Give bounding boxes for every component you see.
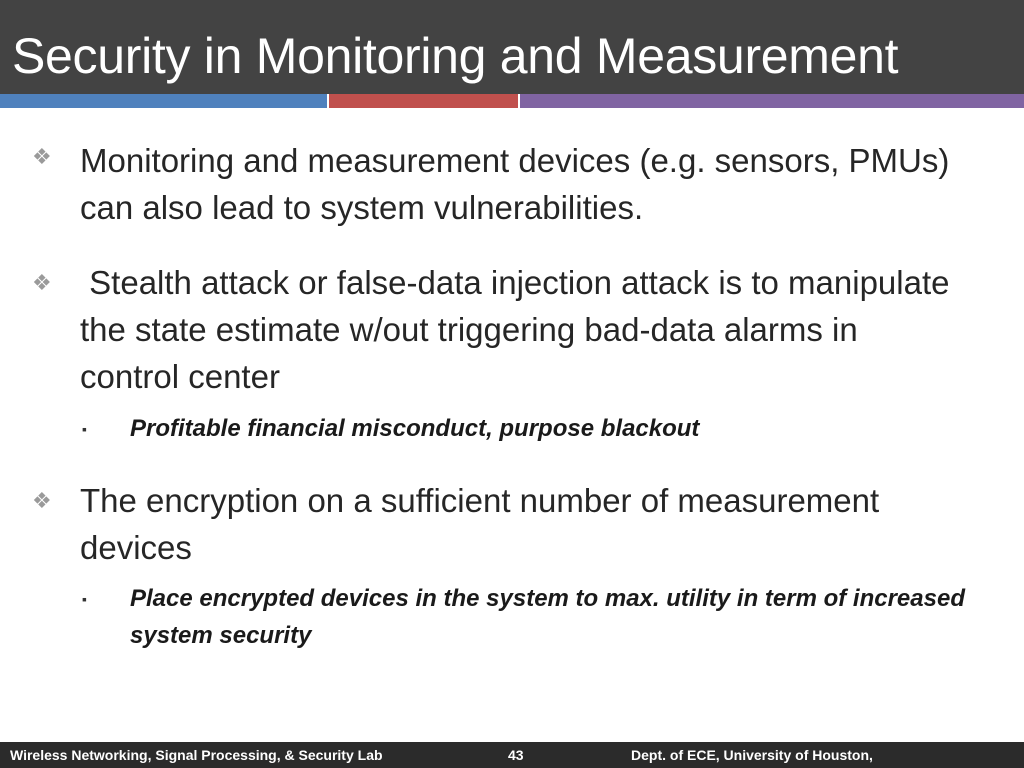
square-bullet-icon: ▪ [82, 591, 87, 607]
diamond-bullet-icon: ❖ [32, 144, 52, 169]
bullet-text: Monitoring and measurement devices (e.g. sensors, PMUs) can also lead to system vulnerabilities. [80, 142, 950, 226]
footer-lab-name: Wireless Networking, Signal Processing, & Security Lab [10, 747, 383, 763]
bullet-text: Stealth attack or false-data injection attack is to manipulate the state estimate w/out triggering bad-data alarms in control center [80, 264, 959, 395]
page-number: 43 [508, 747, 524, 763]
footer-bar [0, 742, 1024, 768]
slide-title: Security in Monitoring and Measurement [12, 28, 899, 84]
footer-department: Dept. of ECE, University of Houston, [631, 747, 873, 763]
accent-stripe-purple [520, 94, 1024, 108]
sub-bullet-text: Place encrypted devices in the system to max. utility in term of increased system security [130, 585, 965, 649]
accent-stripe-blue [0, 94, 327, 108]
square-bullet-icon: ▪ [82, 421, 87, 437]
bullet-text: The encryption on a sufficient number of measurement devices [80, 482, 880, 566]
diamond-bullet-icon: ❖ [32, 270, 52, 295]
title-bar [0, 0, 1024, 94]
sub-bullet-text: Profitable financial misconduct, purpose blackout [130, 415, 700, 442]
accent-stripe-red [329, 94, 518, 108]
diamond-bullet-icon: ❖ [32, 488, 52, 513]
